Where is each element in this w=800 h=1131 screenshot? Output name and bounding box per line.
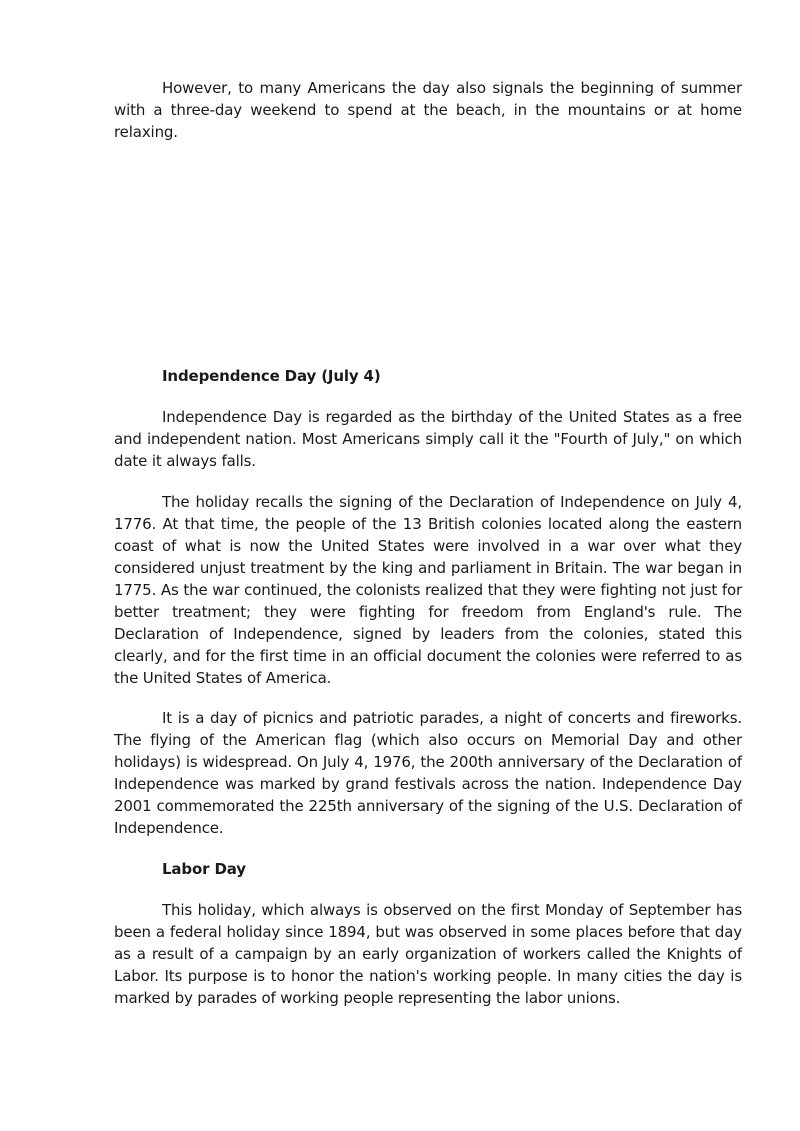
independence-day-heading: Independence Day (July 4) (162, 367, 381, 385)
independence-day-paragraph-2: The holiday recalls the signing of the Declaration of Independence on July 4, 1776. At that time, the people of the 13 British colonies located along the eastern coast of what is now the United States were involved in a war over what they considered unjust treatment by the king and parliament in Britain. The war began in 1775. As the war continued, the colonists realized that they were fighting not just for better treatment; they were fighting for freedom from England's rule. The Declaration of Independence, signed by leaders from the colonies, stated this clearly, and for the first time in an official document the colonies were referred to as the United States of America. (114, 493, 742, 687)
independence-day-paragraph-1: Independence Day is regarded as the birthday of the United States as a free and independent nation. Most Americans simply call it the "Fourth of July," on which date it always falls. (114, 408, 742, 470)
intro-paragraph: However, to many Americans the day also signals the beginning of summer with a three-day weekend to spend at the beach, in the mountains or at home relaxing. (114, 79, 742, 141)
labor-day-heading: Labor Day (162, 860, 246, 878)
labor-day-paragraph-1: This holiday, which always is observed on the first Monday of September has been a federal holiday since 1894, but was observed in some places before that day as a result of a campaign by an early organization of workers called the Knights of Labor. Its purpose is to honor the nation's working people. In many cities the day is marked by parades of working people representing the labor unions. (114, 901, 742, 1007)
independence-day-paragraph-3: It is a day of picnics and patriotic parades, a night of concerts and fireworks. The flying of the American flag (which also occurs on Memorial Day and other holidays) is widespread. On July 4, 1976, the 200th anniversary of the Declaration of Independence was marked by grand festivals across the nation. Independence Day 2001 commemorated the 225th anniversary of the signing of the U.S. Declaration of Independence. (114, 709, 742, 837)
